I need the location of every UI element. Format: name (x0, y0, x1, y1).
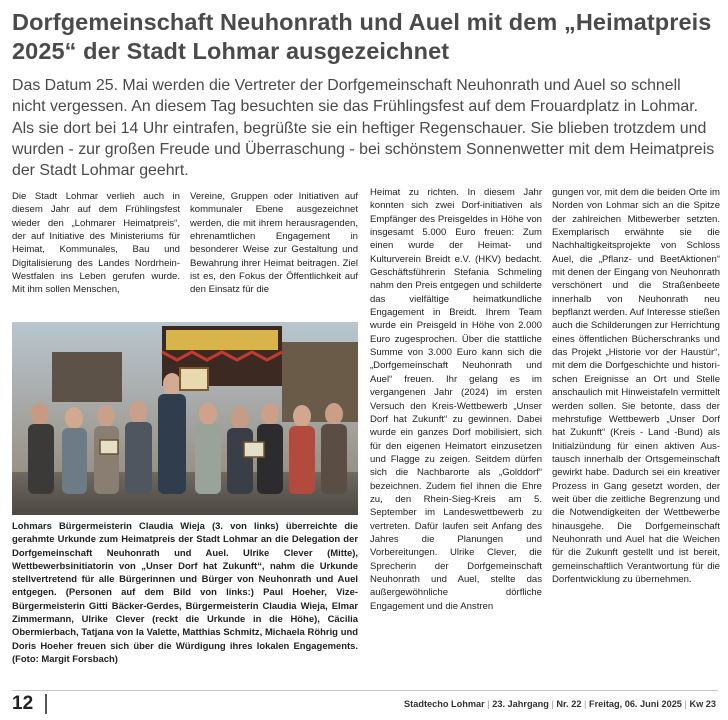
volume: 23. Jahrgang (492, 699, 549, 709)
article-column-4 (552, 186, 720, 586)
group-photo (12, 322, 358, 515)
article-column-3 (370, 186, 542, 613)
article-lead: Das Datum 25. Mai werden die Vertreter der Dorfgemeinschaft Neuhonrath und Auel so schnell nicht vergessen. An diesem Tag besuchten sie das Frühlingsfest auf dem Frouardplatz in Lohmar. Als sie dort bei 14 Uhr eintrafen, begrüßte sie ein heftiger Regenschauer. Sie blieben trotzdem und wurden - zur großen Freude und Überraschung - bei schönstem Sonnenwetter mit dem Heimatpreis der Stadt Lohmar geehrt. (12, 77, 715, 180)
article-headline: Dorfgemeinschaft Neuhonrath und Auel mit dem „Heimatpreis 2025“ der Stadt Lohmar ausgezeichnet (12, 9, 712, 64)
column-3-text: Heimat zu richten. In diesem Jahr konnten sich zwei Dorf-initiativen als Empfänger des Preisgeldes in Höhe von insgesamt 5.000 Euro freuen: Zum einen wurde der Heimat- und Kulturverein Breidt e.V. (HKV) bedacht. Geschäftsführerin Stefania Schmeling nahm den Preis entgegen und schilderte das vielfältige heimatkundliche Engagement in Breidt. Ihrem Team wurde ein Preisgeld in Höhe von 2.000 Euro zugesprochen. Über die stattliche Summe von 3.000 Euro kann sich die „Dorfgemeinschaft Neuhonrath und Auel“ freuen. Ihr gelang es im vergangenen Jahr (2024) im ersten Versuch den Kreis-Wettbewerb „Unser Dorf hat Zukunft“ zu gewinnen. Dabei wurde ein ganzes Dorf mobilisiert, sich für den eigenen Heimatort einzusetzen und Flagge zu zeigen. Seitdem dürfen sich die Nachbarorte als „Golddorf“ bezeichnen. Zudem fiel ihnen die Ehre zu, den Rhein-Sieg-Kreis am 5. September im Landeswettbewerb zu vertreten. Dafür laufen seit Anfang des Jahres die Planungen und Vorbereitungen. Ulrike Clever, die Sprecherin der Dorfgemeinschaft Neuhonrath und Auel, stellte das außergewöhnliche dörfliche Engagement und die Anstren (370, 187, 542, 612)
column-2-text: Vereine, Gruppen oder Initiativen auf kommunaler Ebene ausgezeichnet werden, die mit ihrem herausragenden, ehrenamtlichen Engagement in besonderer Weise zur Gestaltung und Bewahrung ihrer Heimat beitragen. Ziel ist es, den Fokus der Öffentlichkeit auf den Einsatz für die (190, 191, 358, 296)
column-1-text: Die Stadt Lohmar verlieh auch in diesem Jahr auf dem Frühlingsfest wieder den „Lohmarer Heimatpreis“, der auf Initiative des Ministeriums für Heimat, Kommunales, Bau und Digitalisierung des Landes Nordrhein-Westfalen ins Leben gerufen wurde. Mit ihm sollen Menschen, (12, 191, 180, 296)
page-number-divider (45, 694, 47, 714)
article-column-1 (12, 190, 180, 297)
article-column-2 (190, 190, 358, 297)
page-number: 12 (12, 693, 34, 714)
issue-number: Nr. 22 (556, 699, 582, 709)
calendar-week: Kw 23 (689, 699, 716, 709)
publication-name: Stadtecho Lohmar (404, 699, 485, 709)
footer-imprint: Stadtecho Lohmar | 23. Jahrgang | Nr. 22 | Freitag, 06. Juni 2025 | Kw 23 (404, 699, 716, 709)
photo-caption: Lohmars Bürgermeisterin Claudia Wieja (3. von links) überreichte die gerahmte Urkunde zum Heimatpreis der Stadt Lohmar an die Delegation der Dorfgemeinschaft Neuhonrath und Auel. Ulrike Clever (Mitte), Wettbewerbsinitiatorin von „Unser Dorf hat Zukunft“, nahm die Urkunde stellvertretend für alle Bürgerinnen und Bürger von Neuhonrath und Auel entgegen. (Personen auf dem Bild von links:) Paul Hoeher, Vize-Bürgermeisterin Gitti Bäcker-Gerdes, Bürgermeisterin Claudia Wieja, Elmar Zimmermann, Ulrike Clever (reckt die Urkunde in die Höhe), Cäcilia Obermierbach, Tatjana von la Valette, Matthias Schmitz, Michaela Röhrig und Doris Hoeher freuen sich über die Würdigung ihres lokalen Engagements. (Foto: Margit Forsbach) (12, 521, 358, 665)
issue-date: Freitag, 06. Juni 2025 (588, 699, 682, 709)
footer-rule (12, 690, 718, 691)
column-4-text: gungen vor, mit dem die beiden Orte im Norden von Lohmar sich an die Spitze der zahlreichen Mitbewerber setzten. Exemplarisch erwähnte sie die Nachhaltigkeitsprojekte von Schloss Auel, die „Pflanz- und BeetAktionen“ mit denen der Eingang von Neuhonrath verschönert und die Straßenbeete innerhalb von Neuhonrath neu bepflanzt werden. Auf Interesse stießen auch die Schilderungen zur Herrichtung eines öffentlichen Bücherschranks und das Projekt „Historie vor der Haustür“, mit dem die Dorfgeschichte und historischen Ereignisse an Ort und Stelle anschaulich mit Hinweistafeln vermittelt werden sollen. Sie betonte, dass der mehrstufige Wettbewerb „Unser Dorf hat Zukunft“ (Kreis - Land -Bund) als Initialzündung für einen aktiven Austausch innerhalb der Ortsgemeinschaft gewirkt habe. Dadurch sei ein kreativer Prozess in Gang gesetzt worden, der weit über die zeitliche Begrenzung und die Notwendigkeiten der Wettbewerbe hinausgehe. Die Dorfgemeinschaft Neuhonrath und Auel hat die Weichen für die Zukunft gestellt und ist bereit, gemeinschaftlich Verantwortung für die Dorfentwicklung zu übernehmen. (552, 187, 720, 585)
